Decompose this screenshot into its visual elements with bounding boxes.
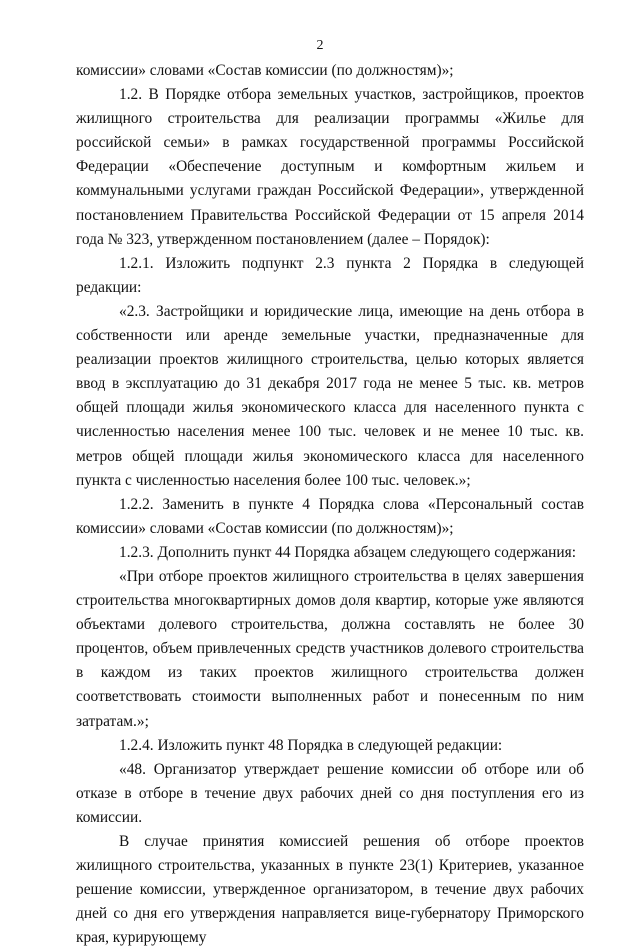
paragraph-continuation: комиссии» словами «Состав комиссии (по должностям)»; (76, 62, 454, 79)
page-number: 2 (316, 38, 324, 53)
paragraph-1-2: 1.2. В Порядке отбора земельных участков, застройщиков, проектов жилищного строительства для реализации программы «Жилье для российской семьи» в рамках государственной программы Российской Федерации «Обеспечение доступным и комфортным жильем и коммунальными услугами граждан Российской Федерации», утвержденной постановлением Правительства Российской Федерации от 15 апреля 2014 года № 323, утвержденном постановлением (далее – Порядок): (76, 86, 584, 248)
paragraph-1-2-1: 1.2.1. Изложить подпункт 2.3 пункта 2 Порядка в следующей редакции: (76, 254, 584, 296)
document-body (76, 59, 584, 950)
paragraph-quote-44: «При отборе проектов жилищного строительства в целях завершения строительства многоквартирных домов доля квартир, которые уже являются объектами долевого строительства, должна составлять не более 30 процентов, объем привлеченных средств участников долевого строительства в каждом из таких проектов жилищного строительства должен соответствовать стоимости выполненных работ и понесенным по ним затратам.»; (76, 567, 584, 730)
paragraph-quote-48: «48. Организатор утверждает решение комиссии об отборе или об отказе в отборе в течение двух рабочих дней со дня поступления его из комиссии. (76, 760, 584, 826)
paragraph-1-2-3: 1.2.3. Дополнить пункт 44 Порядка абзацем следующего содержания: (119, 543, 577, 561)
paragraph-1-2-4: 1.2.4. Изложить пункт 48 Порядка в следующей редакции: (119, 736, 503, 754)
paragraph-decision-case: В случае принятия комиссией решения об отборе проектов жилищного строительства, указанных в пункте 23(1) Критериев, указанное решение комиссии, утвержденное организатором, в течение двух рабочих дней со дня его утверждения направляется вице-губернатору Приморского края, курирующему (76, 833, 584, 947)
paragraph-quote-2-3: «2.3. Застройщики и юридические лица, имеющие на день отбора в собственности или аренде земельные участки, предназначенные для реализации проектов жилищного строительства, целью которых является ввод в эксплуатацию до 31 декабря 2017 года не менее 5 тыс. кв. метров общей площади жилья экономического класса для населенного пункта с численностью населения менее 100 тыс. человек и не менее 10 тыс. кв. метров общей площади жилья экономического класса для населенного пункта с численностью населения более 100 тыс. человек.»; (76, 302, 584, 489)
paragraph-1-2-2: 1.2.2. Заменить в пункте 4 Порядка слова «Персональный состав комиссии» словами «Состав комиссии (по должностям)»; (76, 495, 584, 537)
